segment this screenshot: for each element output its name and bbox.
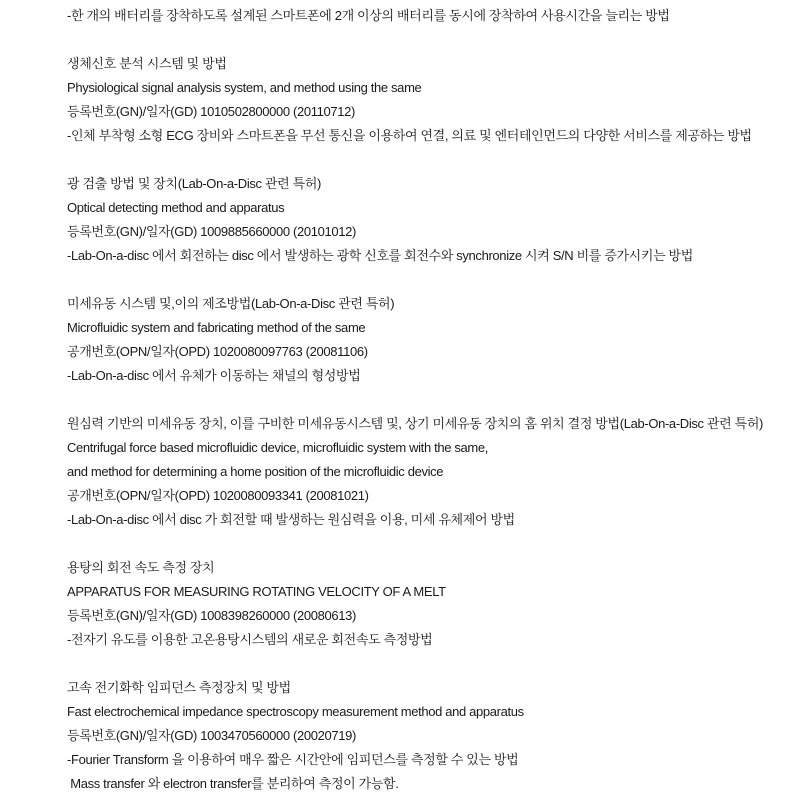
entry-3-title-en: Microfluidic system and fabricating method of the same: [67, 320, 366, 335]
entry-2-title-ko: 광 검출 방법 및 장치(Lab-On-a-Disc 관련 특허): [67, 176, 322, 191]
entry-1-title-en: Physiological signal analysis system, and method using the same: [67, 80, 422, 95]
entry-4-title-ko: 원심력 기반의 미세유동 장치, 이를 구비한 미세유동시스템 및, 상기 미세유동 장치의 홈 위치 결정 방법(Lab-On-a-Disc 관련 특허): [67, 416, 764, 431]
entry-5-title-ko: 용탕의 회전 속도 측정 장치: [67, 560, 215, 575]
entry-2-description: -Lab-On-a-disc 에서 회전하는 disc 에서 발생하는 광학 신호를 회전수와 synchronize 시켜 S/N 비를 증가시키는 방법: [67, 248, 693, 263]
entry-6-registration: 등록번호(GN)/일자(GD) 1003470560000 (20020719): [67, 728, 356, 743]
entry-1-title-ko: 생체신호 분석 시스템 및 방법: [67, 56, 227, 71]
entry-2-registration: 등록번호(GN)/일자(GD) 1009885660000 (20101012): [67, 224, 356, 239]
entry-6-title-en: Fast electrochemical impedance spectroscopy measurement method and apparatus: [67, 704, 524, 719]
entry-2-title-en: Optical detecting method and apparatus: [67, 200, 285, 215]
entry-4-publication: 공개번호(OPN/일자(OPD) 1020080093341 (20081021): [67, 488, 369, 503]
entry-6-title-ko: 고속 전기화학 임피던스 측정장치 및 방법: [67, 680, 291, 695]
entry-3-title-ko: 미세유동 시스템 및,이의 제조방법(Lab-On-a-Disc 관련 특허): [67, 296, 395, 311]
entry-6-description-continued: Mass transfer 와 electron transfer를 분리하여 측정이 가능함.: [67, 776, 399, 791]
entry-5-description: -전자기 유도를 이용한 고온용탕시스템의 새로운 회전속도 측정방법: [67, 632, 433, 647]
entry-5-registration: 등록번호(GN)/일자(GD) 1008398260000 (20080613): [67, 608, 356, 623]
entry-6-description: -Fourier Transform 을 이용하여 매우 짧은 시간안에 임피던스를 측정할 수 있는 방법: [67, 752, 519, 767]
entry-1-description: -인체 부착형 소형 ECG 장비와 스마트폰을 무선 통신을 이용하여 연결, 의료 및 엔터테인먼드의 다양한 서비스를 제공하는 방법: [67, 128, 752, 143]
entry-3-publication: 공개번호(OPN/일자(OPD) 1020080097763 (20081106): [67, 344, 368, 359]
entry-4-title-en: Centrifugal force based microfluidic device, microfluidic system with the same,: [67, 440, 489, 455]
entry-4-description: -Lab-On-a-disc 에서 disc 가 회전할 때 발생하는 원심력을 이용, 미세 유체제어 방법: [67, 512, 515, 527]
entry-3-description: -Lab-On-a-disc 에서 유체가 이동하는 채널의 형성방법: [67, 368, 361, 383]
entry-5-title-en: APPARATUS FOR MEASURING ROTATING VELOCITY OF A MELT: [67, 584, 446, 599]
entry-1-registration: 등록번호(GN)/일자(GD) 1010502800000 (20110712): [67, 104, 356, 119]
entry-4-title-en-continued: and method for determining a home position of the microfluidic device: [67, 464, 444, 479]
intro-line: -한 개의 배터리를 장착하도록 설계된 스마트폰에 2개 이상의 배터리를 동시에 장착하여 사용시간을 늘리는 방법: [67, 8, 670, 23]
